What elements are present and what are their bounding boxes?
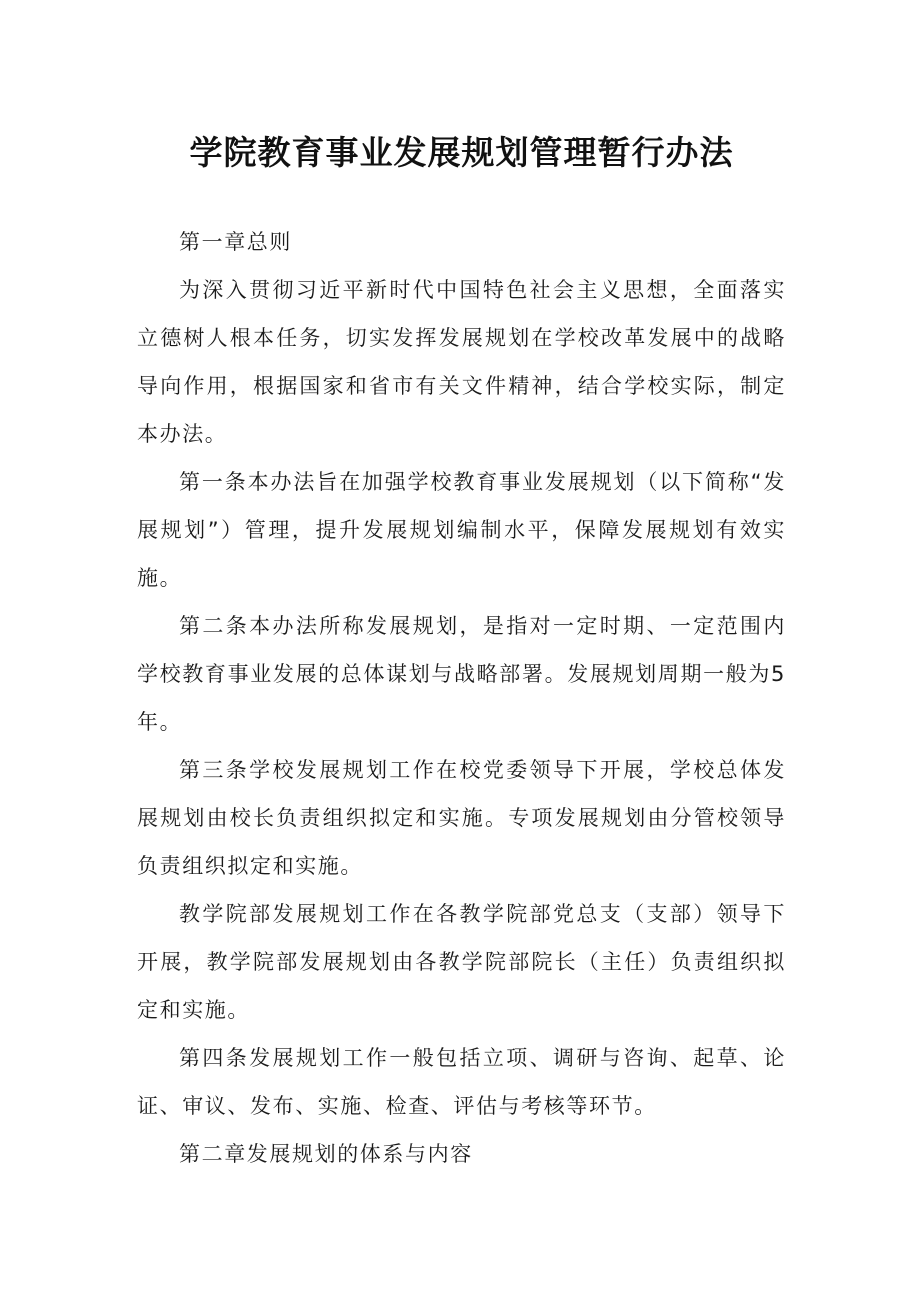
article-paragraph: 第二条本办法所称发展规划，是指对一定时期、一定范围内学校教育事业发展的总体谋划与战略部署。发展规划周期一般为5年。	[137, 614, 786, 734]
document-body	[137, 218, 786, 1178]
article-paragraph: 第三条学校发展规划工作在校党委领导下开展，学校总体发展规划由校长负责组织拟定和实施。专项发展规划由分管校领导负责组织拟定和实施。	[137, 758, 786, 878]
body-paragraph: 为深入贯彻习近平新时代中国特色社会主义思想，全面落实立德树人根本任务，切实发挥发展规划在学校改革发展中的战略导向作用，根据国家和省市有关文件精神，结合学校实际，制定本办法。	[137, 278, 786, 446]
body-paragraph: 教学院部发展规划工作在各教学院部党总支（支部）领导下开展，教学院部发展规划由各教学院部院长（主任）负责组织拟定和实施。	[137, 902, 786, 1022]
document-title: 学院教育事业发展规划管理暂行办法	[189, 133, 734, 172]
chapter-heading: 第二章发展规划的体系与内容	[179, 1142, 473, 1166]
article-paragraph: 第一条本办法旨在加强学校教育事业发展规划（以下简称“发展规划”）管理，提升发展规划编制水平，保障发展规划有效实施。	[137, 470, 786, 590]
article-paragraph: 第四条发展规划工作一般包括立项、调研与咨询、起草、论证、审议、发布、实施、检查、评估与考核等环节。	[137, 1046, 786, 1118]
chapter-heading: 第一章总则	[179, 230, 292, 254]
